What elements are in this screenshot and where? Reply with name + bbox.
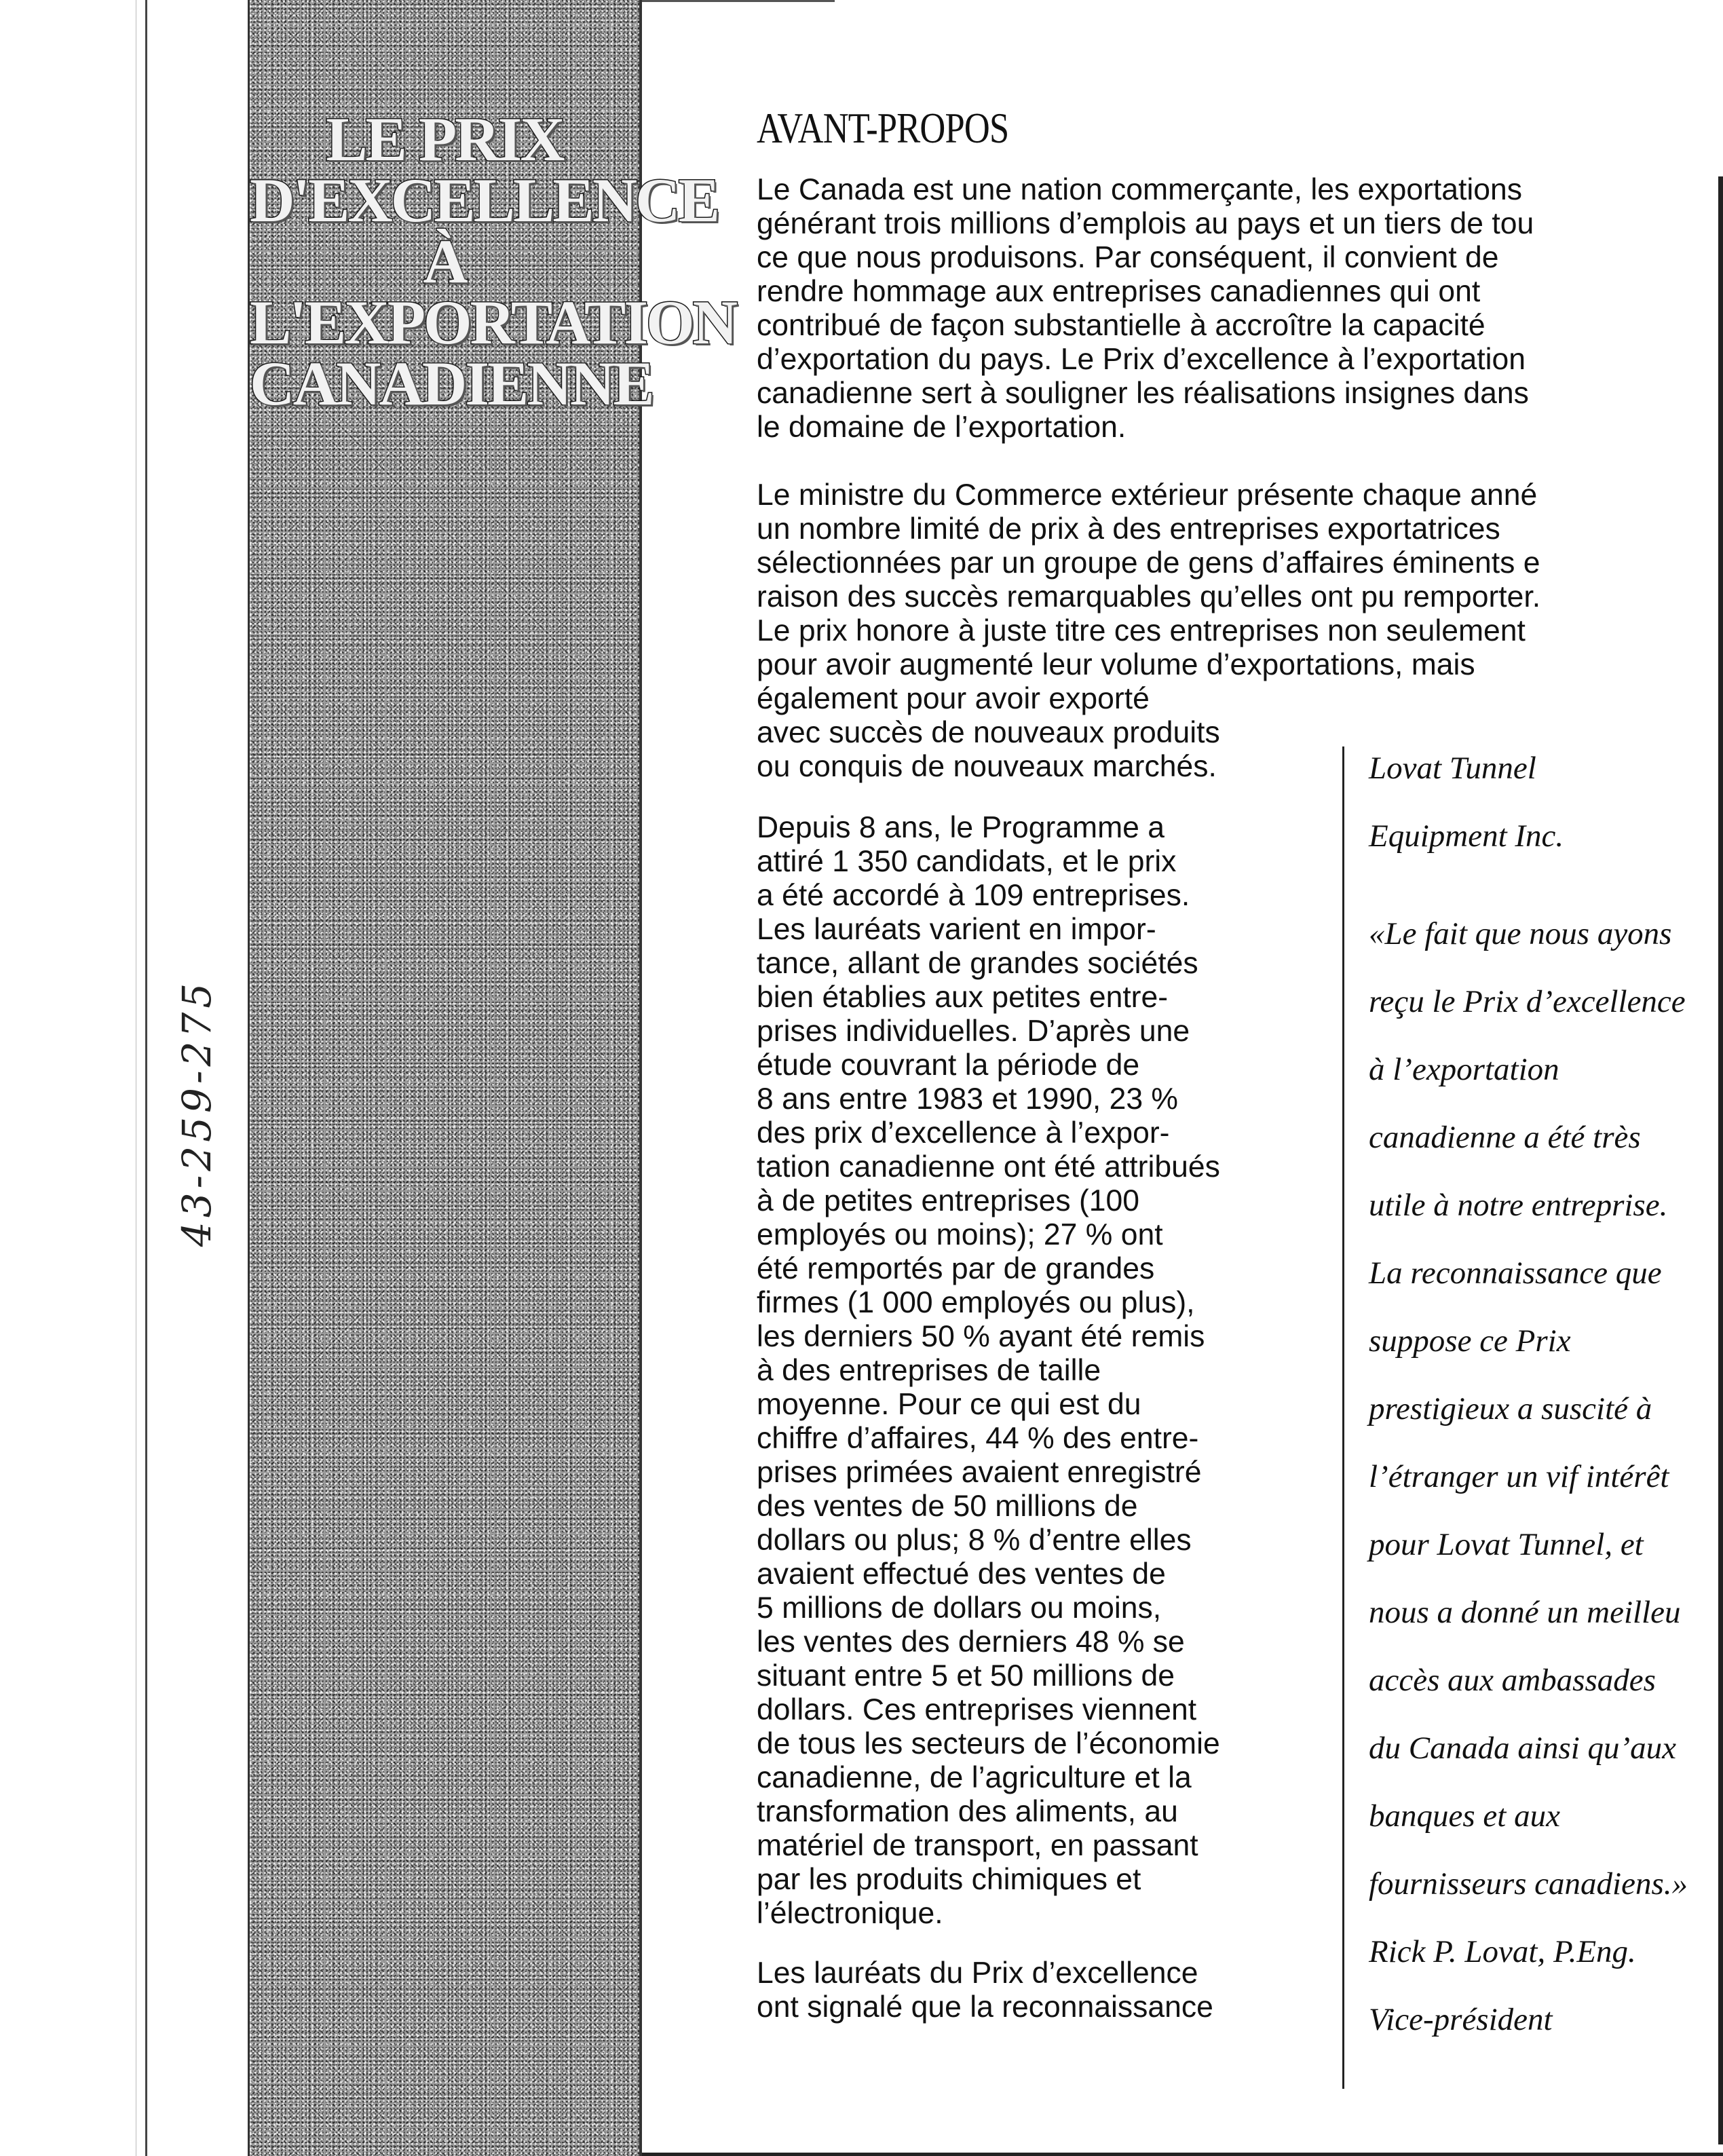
text-line: avec succès de nouveaux produits [757,716,1220,749]
textured-sidebar [248,0,736,2156]
sidebar-title-line: D'EXCELLENCE [250,166,718,235]
quote-line: à l’exportation [1369,1052,1559,1087]
text-line: dollars. Ces entreprises viennent [757,1693,1197,1726]
margin-note-text: 43-259-275 [174,979,220,1247]
sidebar-title-line: LE PRIX [326,105,563,174]
quote-line: du Canada ainsi qu’aux [1369,1731,1677,1766]
quote-signature: Rick P. Lovat, P.Eng. [1369,1934,1636,1969]
text-line: des ventes de 50 millions de [757,1490,1138,1523]
quote-line: «Le fait que nous ayons [1369,916,1672,951]
text-line: étude couvrant la période de [757,1048,1140,1082]
quote-line: pour Lovat Tunnel, et [1369,1527,1644,1562]
text-line: canadienne, de l’agriculture et la [757,1761,1192,1794]
text-line: situant entre 5 et 50 millions de [757,1659,1175,1692]
text-line: les derniers 50 % ayant été remis [757,1320,1205,1353]
text-line: prises primées avaient enregistré [757,1456,1202,1489]
text-line: 5 millions de dollars ou moins, [757,1591,1162,1625]
text-line: un nombre limité de prix à des entreprises exportatrices [757,512,1500,546]
right-edge-line [1718,176,1723,2144]
quote-divider-rule [1342,746,1344,2089]
text-line: ce que nous produisons. Par conséquent, il convient de [757,241,1499,274]
text-line: l’électronique. [757,1897,943,1930]
left-binding-line [145,0,147,2156]
text-line: matériel de transport, en passant [757,1829,1198,1862]
text-line: tation canadienne ont été attribués [757,1150,1220,1184]
text-line: générant trois millions d’emplois au pays et un tiers de tou [757,207,1534,240]
text-line: sélectionnées par un groupe de gens d’affaires éminents e [757,546,1540,580]
quote-line: fournisseurs canadiens.» [1369,1866,1688,1902]
text-line: Le ministre du Commerce extérieur présente chaque anné [757,478,1538,512]
sidebar-title-line: À [423,227,466,296]
quote-spacer [1369,870,1688,900]
quote-line: canadienne a été très [1369,1120,1641,1155]
text-line: des prix d’excellence à l’expor- [757,1116,1170,1150]
paragraph-laureates [757,1956,1213,2024]
text-line: également pour avoir exporté [757,682,1150,715]
quote-line: utile à notre entreprise. [1369,1188,1668,1223]
text-line: rendre hommage aux entreprises canadiennes qui ont [757,275,1481,308]
sidebar-title-line: L'EXPORTATION [250,288,736,357]
text-line: firmes (1 000 employés ou plus), [757,1286,1195,1319]
text-line: raison des succès remarquables qu’elles ont pu remporter. [757,580,1541,613]
text-line: 8 ans entre 1983 et 1990, 23 % [757,1082,1179,1116]
sidebar-title-line: CANADIENNE [250,349,653,418]
top-edge-line [631,0,835,2]
text-line: ont signalé que la reconnaissance [757,1990,1213,2024]
text-line: été remportés par de grandes [757,1252,1155,1285]
text-line: moyenne. Pour ce qui est du [757,1388,1141,1421]
text-line: a été accordé à 109 entreprises. [757,879,1190,912]
text-line: contribué de façon substantielle à accroître la capacité [757,309,1485,342]
quote-line: La reconnaissance que [1369,1255,1662,1291]
text-line: par les produits chimiques et [757,1863,1141,1896]
quote-line: l’étranger un vif intérêt [1369,1459,1669,1494]
text-line: le domaine de l’exportation. [757,411,1126,444]
text-line: avaient effectué des ventes de [757,1557,1166,1591]
text-line: d’exportation du pays. Le Prix d’excellence à l’exportation [757,343,1526,376]
quote-line: suppose ce Prix [1369,1323,1571,1359]
text-line: de tous les secteurs de l’économie [757,1727,1220,1760]
quote-signature-title: Vice-président [1369,2002,1553,2037]
bottom-edge-line [638,2153,1723,2156]
paragraph-intro [757,173,1534,445]
text-line: Les lauréats varient en impor- [757,913,1156,946]
quote-company: Lovat Tunnel [1369,751,1536,786]
quote-line: accès aux ambassades [1369,1663,1656,1698]
text-line: Le Canada est une nation commerçante, les exportations [757,173,1523,206]
quote-line: prestigieux a suscité à [1369,1391,1652,1426]
text-line: employés ou moins); 27 % ont [757,1218,1163,1251]
text-line: chiffre d’affaires, 44 % des entre- [757,1422,1199,1455]
text-line: transformation des aliments, au [757,1795,1178,1828]
text-line: Depuis 8 ans, le Programme a [757,811,1165,844]
text-line: bien établies aux petites entre- [757,981,1169,1014]
text-line: à des entreprises de taille [757,1354,1101,1387]
handwritten-margin-note [159,937,234,1289]
text-line: attiré 1 350 candidats, et le prix [757,845,1177,878]
paragraph-statistics [757,811,1220,1931]
quote-line: reçu le Prix d’excellence [1369,984,1686,1019]
text-line: ou conquis de nouveaux marchés. [757,750,1217,783]
quote-line: banques et aux [1369,1798,1560,1834]
text-line: pour avoir augmenté leur volume d’exportations, mais [757,648,1475,681]
quote-company: Equipment Inc. [1369,818,1564,854]
text-line: Les lauréats du Prix d’excellence [757,1956,1198,1990]
text-line: dollars ou plus; 8 % d’entre elles [757,1524,1192,1557]
text-line: prises individuelles. D’après une [757,1015,1190,1048]
text-line: à de petites entreprises (100 [757,1184,1140,1217]
text-line: Le prix honore à juste titre ces entreprises non seulement [757,614,1526,647]
quote-line: nous a donné un meilleu [1369,1595,1681,1630]
text-line: canadienne sert à souligner les réalisations insignes dans [757,377,1529,410]
text-line: tance, allant de grandes sociétés [757,947,1198,980]
sidebar-title [250,105,736,418]
testimonial-quote [1369,734,1688,2054]
section-heading: AVANT-PROPOS [757,104,1009,152]
text-line: les ventes des derniers 48 % se [757,1625,1185,1659]
